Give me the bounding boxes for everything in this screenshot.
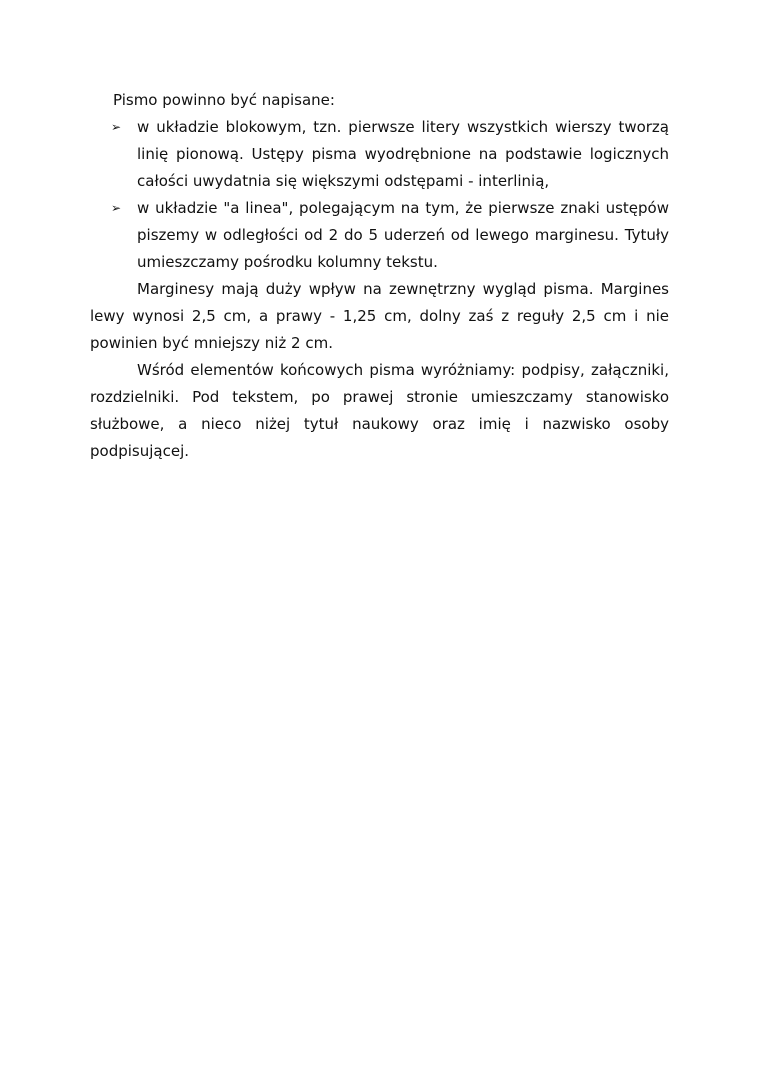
arrow-bullet-icon: ➢ (111, 201, 122, 215)
bullet-item-block-layout (90, 114, 669, 195)
paragraph-margins: Marginesy mają duży wpływ na zewnętrzny wygląd pisma. Margines lewy wynosi 2,5 cm, a prawy - 1,25 cm, dolny zaś z reguły 2,5 cm i nie powinien być mniejszy niż 2 cm. (90, 280, 669, 352)
bullet-text: w układzie "a linea", polegającym na tym, że pierwsze znaki ustępów piszemy w odległości od 2 do 5 uderzeń od lewego marginesu. Tytuły umieszczamy pośrodku kolumny tekstu. (137, 199, 669, 271)
bullet-list (90, 114, 669, 276)
bullet-text: w układzie blokowym, tzn. pierwsze litery wszystkich wierszy tworzą linię pionową. Ustępy pisma wyodrębnione na podstawie logicznych całości uwydatnia się większymi odstępami - interlinią, (137, 118, 669, 190)
bullet-item-a-linea-layout (90, 195, 669, 276)
paragraph-closing-elements: Wśród elementów końcowych pisma wyróżniamy: podpisy, załączniki, rozdzielniki. Pod tekstem, po prawej stronie umieszczamy stanowisko służbowe, a nieco niżej tytuł naukowy oraz imię i nazwisko osoby podpisującej. (90, 361, 669, 460)
document-page (90, 87, 669, 465)
arrow-bullet-icon: ➢ (111, 120, 122, 134)
intro-line: Pismo powinno być napisane: (113, 91, 335, 109)
